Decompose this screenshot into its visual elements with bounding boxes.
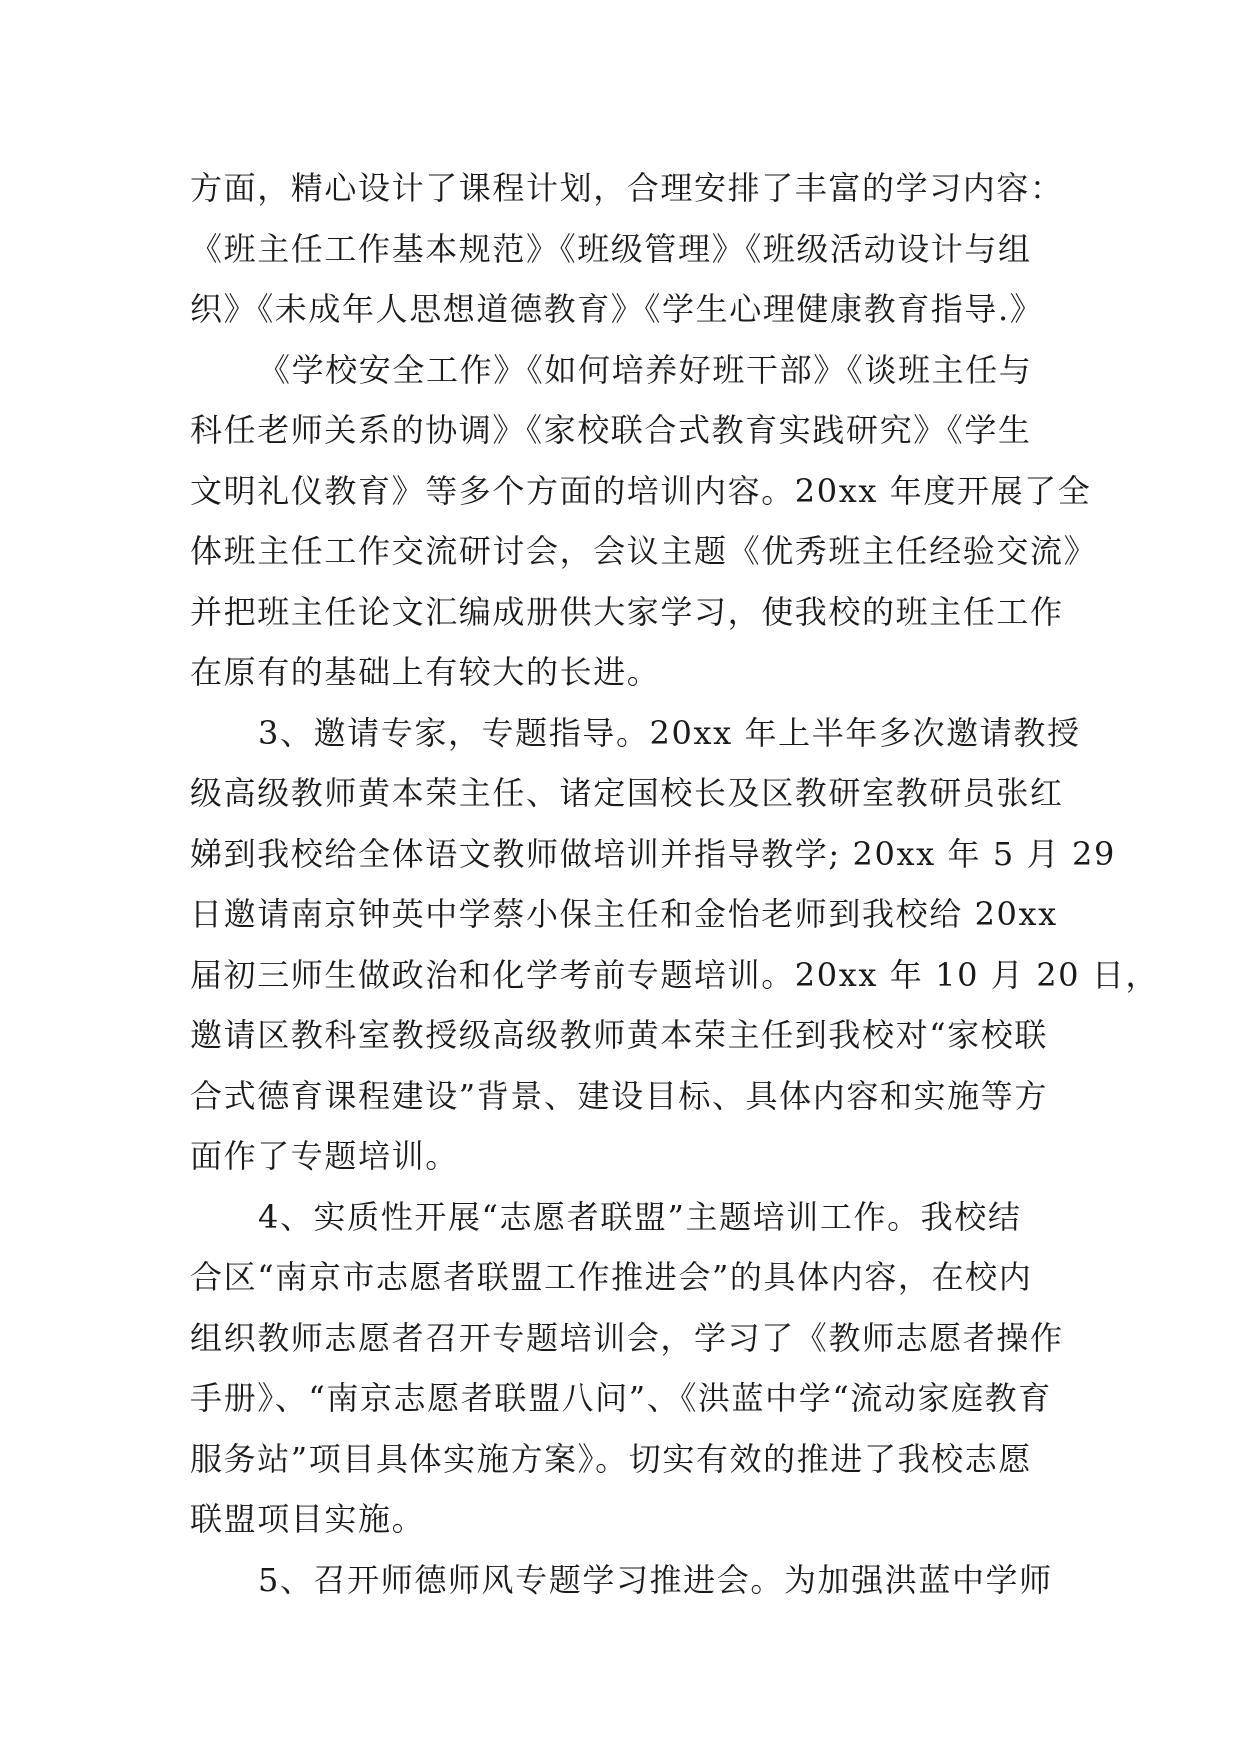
paragraph <box>190 1187 1064 1550</box>
paragraph <box>190 703 1160 1187</box>
text-line: 联盟项目实施。 <box>190 1500 426 1538</box>
text-line: 方面，精心设计了课程计划，合理安排了丰富的学习内容： <box>190 169 1064 207</box>
text-line: 合区“南京市志愿者联盟工作推进会”的具体内容，在校内 <box>190 1258 1033 1296</box>
text-line: 级高级教师黄本荣主任、诸定国校长及区教研室教研员张红 <box>190 774 1064 812</box>
text-line: 科任老师关系的协调》《家校联合式教育实践研究》《学生 <box>190 411 1032 449</box>
text-line: 5、召开师德师风专题学习推进会。为加强洪蓝中学师 <box>258 1560 1053 1599</box>
text-line: 3、邀请专家，专题指导。20xx 年上半年多次邀请教授 <box>258 713 1081 752</box>
text-line: 邀请区教科室教授级高级教师黄本荣主任到我校对“家校联 <box>190 1016 1048 1054</box>
text-line: 娣到我校给全体语文教师做培训并指导教学; 20xx 年 5 月 29 <box>190 834 1116 873</box>
text-line: 体班主任工作交流研讨会，会议主题《优秀班主任经验交流》 <box>190 532 1098 570</box>
document-body <box>190 158 1160 1610</box>
paragraph <box>190 158 1064 340</box>
text-line: 在原有的基础上有较大的长进。 <box>190 653 661 691</box>
text-line: 文明礼仪教育》等多个方面的培训内容。20xx 年度开展了全 <box>190 471 1092 510</box>
paragraph <box>190 340 1098 703</box>
text-line: 面作了专题培训。 <box>190 1137 459 1175</box>
text-line: 服务站”项目具体实施方案》。切实有效的推进了我校志愿 <box>190 1439 1032 1478</box>
text-line: 届初三师生做政治和化学考前专题培训。20xx 年 10 月 20 日， <box>190 955 1160 994</box>
text-line: 织》《未成年人思想道德教育》《学生心理健康教育指导.》 <box>190 290 1044 328</box>
paragraph <box>190 1550 1055 1611</box>
text-line: 手册》、“南京志愿者联盟八问”、《洪蓝中学“流动家庭教育 <box>190 1379 1052 1417</box>
text-line: 日邀请南京钟英中学蔡小保主任和金怡老师到我校给 20xx <box>190 895 1058 933</box>
text-line: 合式德育课程建设”背景、建设目标、具体内容和实施等方 <box>190 1076 1048 1115</box>
text-line: 并把班主任论文汇编成册供大家学习，使我校的班主任工作 <box>190 592 1064 631</box>
text-line: 《班主任工作基本规范》《班级管理》《班级活动设计与组 <box>190 229 1032 268</box>
text-line: 《学校安全工作》《如何培养好班干部》《谈班主任与 <box>258 350 1033 389</box>
text-line: 组织教师志愿者召开专题培训会，学习了《教师志愿者操作 <box>190 1318 1064 1357</box>
text-line: 4、实质性开展“志愿者联盟”主题培训工作。我校结 <box>258 1197 1022 1236</box>
